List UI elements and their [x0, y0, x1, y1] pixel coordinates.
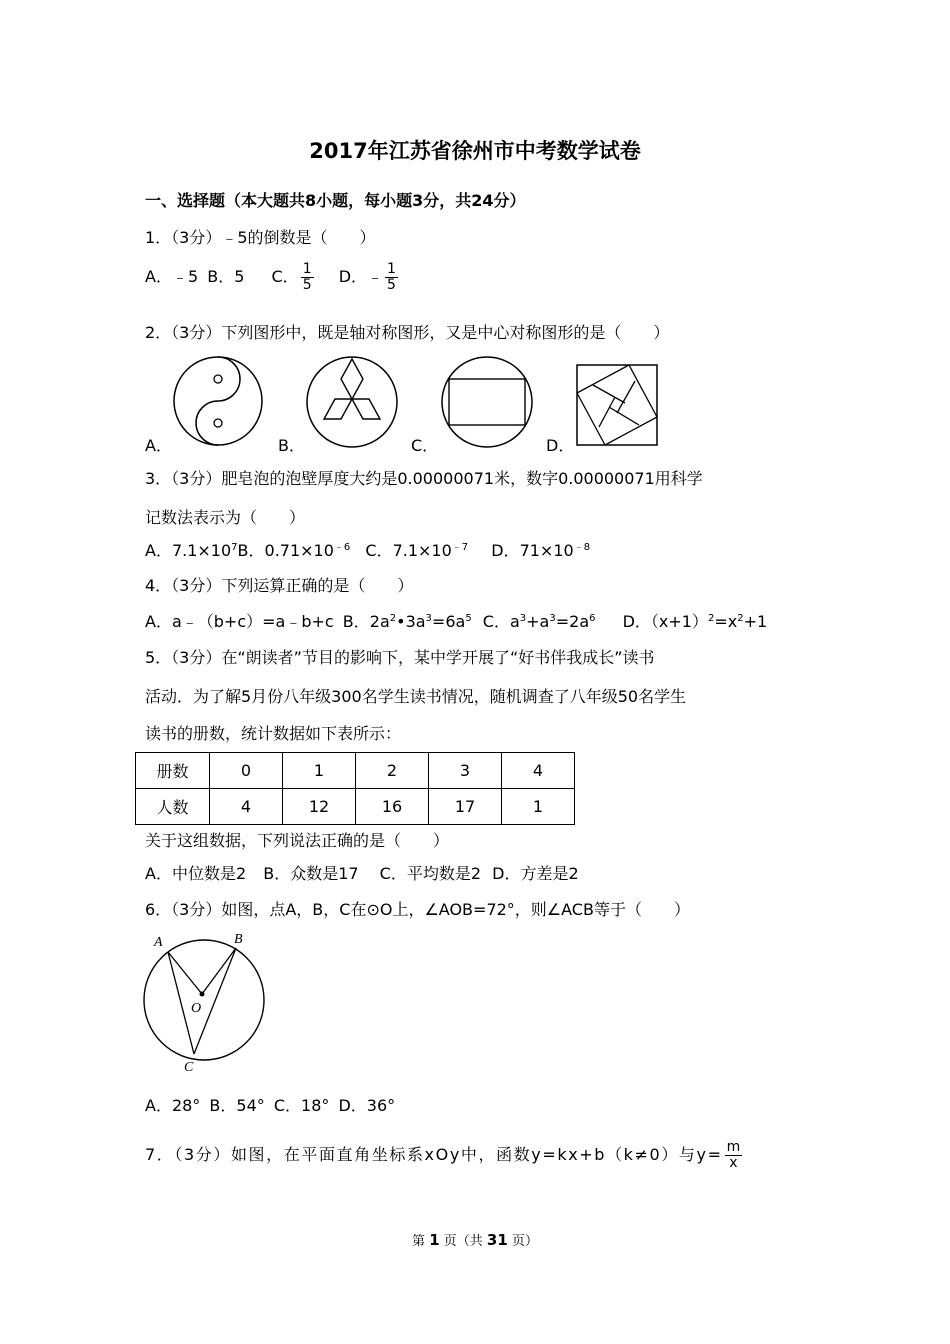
q1-option-d-fraction: $\frac{1}{5}$	[387, 261, 396, 293]
q4-option-d: D．$(x+1)^2=x^2+1$	[622, 612, 768, 631]
q1-option-c-fraction: $\frac{1}{5}$	[302, 261, 312, 293]
q2-option-a: A．	[145, 436, 172, 455]
table-cell: 16	[356, 789, 429, 825]
table-cell: 1	[502, 789, 575, 825]
point-a-label: A	[154, 935, 163, 950]
page-title: 2017年江苏省徐州市中考数学试卷	[309, 139, 641, 163]
q7-fraction: $\frac{m}{x}$	[726, 1139, 741, 1171]
table-cell: 0	[210, 753, 283, 789]
question-4-stem: 4．（3分）下列运算正确的是（ ）	[145, 576, 414, 595]
q6-option-c: C．18°	[273, 1096, 330, 1115]
q3-option-a: A．$7.1\times 10^7$	[145, 541, 238, 560]
table-cell: 3	[429, 753, 502, 789]
table-header-cell: 册数	[136, 753, 210, 789]
page-number: 1	[429, 1231, 440, 1249]
circle-angle-figure	[138, 928, 272, 1078]
question-5-line2: 活动．为了解5月份八年级300名学生读书情况，随机调查了八年级50名学生	[145, 687, 687, 706]
q6-option-d: D．36°	[338, 1096, 396, 1115]
question-3-options	[145, 538, 590, 561]
q2-option-c: C．	[411, 436, 439, 455]
q6-option-b: B．54°	[209, 1096, 265, 1115]
q4-option-b: B．$2a^2•3a^3=6a^5$	[342, 612, 472, 631]
table-cell: 4	[210, 789, 283, 825]
table-cell: 12	[283, 789, 356, 825]
question-3-line2: 记数法表示为（ ）	[145, 508, 306, 527]
pinwheel-square-figure	[575, 363, 659, 447]
table-row	[136, 753, 575, 789]
q6-option-a: A．28°	[145, 1096, 201, 1115]
table-cell: 4	[502, 753, 575, 789]
question-6-options	[145, 1093, 395, 1116]
table-row	[136, 789, 575, 825]
q5-option-a: A．中位数是2	[145, 864, 247, 883]
q2-option-d: D．	[546, 436, 575, 455]
q1-option-d-label: D．	[338, 267, 368, 286]
q2-option-b: B．	[278, 436, 305, 455]
question-1-stem: 1．（3分）﹣5的倒数是（ ）	[145, 228, 376, 247]
point-c-label: C	[184, 1060, 194, 1075]
question-1-options	[145, 262, 400, 293]
taiji-figure	[172, 355, 266, 449]
three-diamonds-figure	[305, 355, 399, 449]
section-heading: 一、选择题（本大题共8小题，每小题3分，共24分）	[145, 191, 526, 210]
table-header-cell: 人数	[136, 789, 210, 825]
question-4-options	[145, 609, 767, 632]
q5-option-c: C．平均数是2	[379, 864, 482, 883]
q1-option-d-sign: ﹣	[367, 267, 384, 286]
q5-option-b: B．众数是17	[263, 864, 359, 883]
table-cell: 2	[356, 753, 429, 789]
q1-option-a: A．﹣5	[145, 267, 199, 286]
rectangle-in-circle-figure	[440, 355, 534, 449]
question-5-line1: 5．（3分）在“朗读者”节目的影响下，某中学开展了“好书伴我成长”读书	[145, 648, 655, 667]
books-statistics-table	[135, 752, 575, 825]
point-o-label: O	[191, 1001, 202, 1016]
q3-option-b: B．$0.71\times 10^{﹣6}$	[237, 541, 351, 560]
question-5-line3: 读书的册数，统计数据如下表所示：	[145, 724, 402, 743]
table-cell: 1	[283, 753, 356, 789]
q5-option-d: D．方差是2	[492, 864, 579, 883]
point-b-label: B	[234, 932, 243, 947]
q3-option-c: C．$7.1\times 10^{﹣7}$	[365, 541, 469, 560]
question-2-stem: 2．（3分）下列图形中，既是轴对称图形，又是中心对称图形的是（ ）	[145, 323, 670, 342]
page-footer: 第 1 页（共 31 页）	[412, 1231, 538, 1249]
page-total: 31	[486, 1231, 508, 1249]
q4-option-c: C．$a^3+a^3=2a^6$	[482, 612, 596, 631]
q4-option-a: A．a﹣（b+c）=a﹣b+c	[145, 612, 334, 631]
question-6-stem: 6．（3分）如图，点A，B，C在⊙O上，∠AOB=72°，则∠ACB等于（ ）	[145, 900, 690, 919]
q3-option-d: D．$71\times 10^{﹣8}$	[491, 541, 591, 560]
q1-option-c-label: C．	[271, 267, 299, 286]
question-5-followup: 关于这组数据，下列说法正确的是（ ）	[145, 831, 450, 850]
q1-option-b: B．5	[207, 267, 245, 286]
question-7-text: 7．（3分）如图，在平面直角坐标系xOy中，函数y=kx+b（k≠0）与y=	[145, 1145, 723, 1164]
question-3-line1: 3．（3分）肥皂泡的泡壁厚度大约是0.00000071米，数字0.00000071用科学	[145, 469, 703, 488]
question-7-stem	[145, 1140, 810, 1171]
table-cell: 17	[429, 789, 502, 825]
question-5-options	[145, 861, 579, 884]
